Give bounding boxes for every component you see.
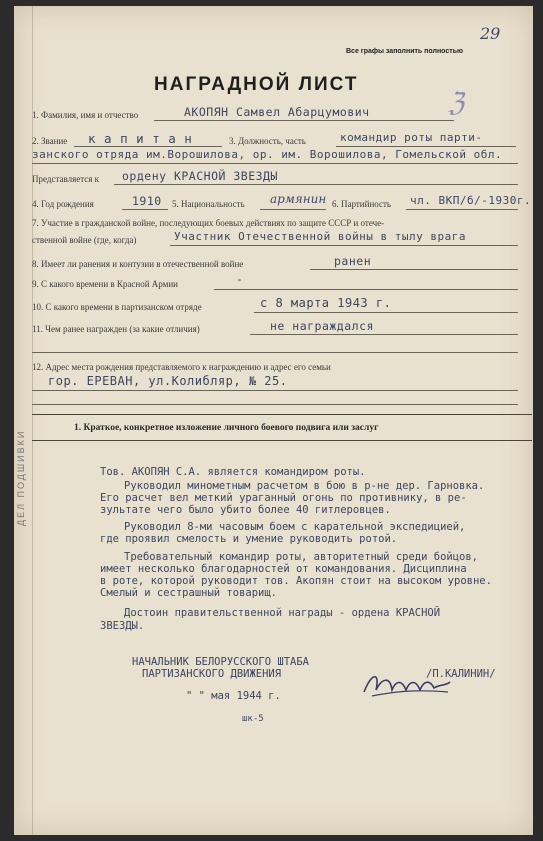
paragraph-line: Руководил минометным расчетом в бою в р-не дер. Гарновка. xyxy=(124,480,485,492)
field-11-label: 11. Чем ранее награжден (за какие отличия) xyxy=(32,324,200,334)
paragraph-line: где проявил смелость и умение руководить ротой. xyxy=(100,533,398,545)
page-title: НАГРАДНОЙ ЛИСТ xyxy=(154,74,359,95)
field-12-value: гор. ЕРЕВАН, ул.Колибляр, № 25. xyxy=(48,374,288,388)
field-1-line xyxy=(154,120,454,121)
field-4-line xyxy=(122,209,168,210)
field-3-line xyxy=(336,146,516,147)
field-8-label: 8. Имеет ли ранения и контузии в отечественной войне xyxy=(32,259,244,269)
field-12b-line xyxy=(32,404,518,405)
field-7-line xyxy=(170,245,518,246)
field-11b-line xyxy=(32,352,518,353)
field-12-label: 12. Адрес места рождения представляемого к награждению и адрес его семьи xyxy=(32,362,331,372)
field-9-value: - xyxy=(236,272,244,286)
field-3b-line xyxy=(32,163,518,164)
paragraph-line: в роте, которой руководит тов. Акопян стоит на высоком уровне. xyxy=(100,575,492,587)
field-4-value: 1910 xyxy=(132,194,162,208)
field-7-value: Участник Отечественной войны в тылу врага xyxy=(174,230,467,243)
field-9-label: 9. С какого времени в Красной Армии xyxy=(32,279,178,289)
signature-date: " " мая 1944 г. xyxy=(186,690,281,702)
section-title: 1. Краткое, конкретное изложение личного боевого подвига или заслуг xyxy=(74,423,379,433)
page-number: 29 xyxy=(480,24,501,43)
section-top-border xyxy=(32,414,532,415)
field-3-label: 3. Должность, часть xyxy=(229,136,306,146)
field-9-line xyxy=(214,289,518,290)
field-1-label: 1. Фамилия, имя и отчество xyxy=(32,110,139,120)
pencil-mark: ℨ xyxy=(448,88,465,118)
field-6-label: 6. Партийность xyxy=(332,199,392,209)
field-2-value: к а п и т а н xyxy=(88,131,193,146)
field-11-line xyxy=(250,334,518,335)
fold-line xyxy=(32,6,33,835)
field-10-label: 10. С какого времени в партизанском отряде xyxy=(32,302,202,312)
top-note: Все графы заполнить полностью xyxy=(346,48,463,55)
field-10-value: с 8 марта 1943 г. xyxy=(260,296,392,310)
field-2-line xyxy=(74,146,222,147)
field-7-label-b: ственной войне (где, когда) xyxy=(32,235,137,245)
paragraph-line: Его расчет вел меткий ураганный огонь по противнику, в ре- xyxy=(100,492,467,504)
field-5-value: армянин xyxy=(270,192,327,206)
field-5-label: 5. Национальность xyxy=(172,199,245,209)
field-1-value: АКОПЯН Самвел Абарцумович xyxy=(184,105,370,119)
field-6-value: чл. ВКП/б/-1930г. xyxy=(410,194,532,207)
paragraph-line: Тов. АКОПЯН С.А. является командиром роты. xyxy=(100,466,366,478)
field-8-value: ранен xyxy=(334,254,372,268)
field-5-line xyxy=(260,209,326,210)
document-ref: шк-5 xyxy=(242,714,264,724)
field-3-value: командир роты парти- xyxy=(340,131,483,144)
field-11-value: не награждался xyxy=(270,319,374,333)
paragraph-line: Требовательный командир роты, авторитетный среди бойцов, xyxy=(124,551,479,563)
field-12-line xyxy=(32,390,518,391)
signature-title-2: ПАРТИЗАНСКОГО ДВИЖЕНИЯ xyxy=(142,668,282,680)
section-bottom-border xyxy=(32,440,532,441)
field-3-continuation: занского отряда им.Ворошилова, ор. им. Ворошилова, Гомельской обл. xyxy=(32,148,503,161)
field-2-label: 2. Звание xyxy=(32,136,68,146)
paragraph-line: Смелый и сестрашный товарищ. xyxy=(100,587,278,599)
field-6-line xyxy=(406,209,518,210)
paragraph-line: ЗВЕЗДЫ. xyxy=(100,620,145,632)
nomination-line xyxy=(114,184,518,185)
field-4-label: 4. Год рождения xyxy=(32,199,94,209)
paragraph-line: имеет несколько благодарностей от командования. Дисциплина xyxy=(100,563,467,575)
paragraph-line: зультате чего было убито более 40 гитлеровцев. xyxy=(100,504,391,516)
field-7-label-a: 7. Участие в гражданской войне, последующих боевых действиях по защите СССР и отече- xyxy=(32,218,385,228)
document-sheet xyxy=(14,6,533,835)
field-10-line xyxy=(254,312,518,313)
nomination-value: ордену КРАСНОЙ ЗВЕЗДЫ xyxy=(122,169,278,183)
paragraph-line: Руководил 8-ми часовым боем с карательной экспедицией, xyxy=(124,521,466,533)
signature-name: /П.КАЛИНИН/ xyxy=(426,668,496,680)
signature-title-1: НАЧАЛЬНИК БЕЛОРУССКОГО ШТАБА xyxy=(132,656,310,668)
field-8-line xyxy=(310,269,518,270)
margin-note: ДЕЛ ПОДШИВКИ xyxy=(16,429,26,526)
nomination-label: Представляется к xyxy=(32,174,100,184)
paragraph-line: Достоин правительственной награды - ордена КРАСНОЙ xyxy=(124,607,441,619)
